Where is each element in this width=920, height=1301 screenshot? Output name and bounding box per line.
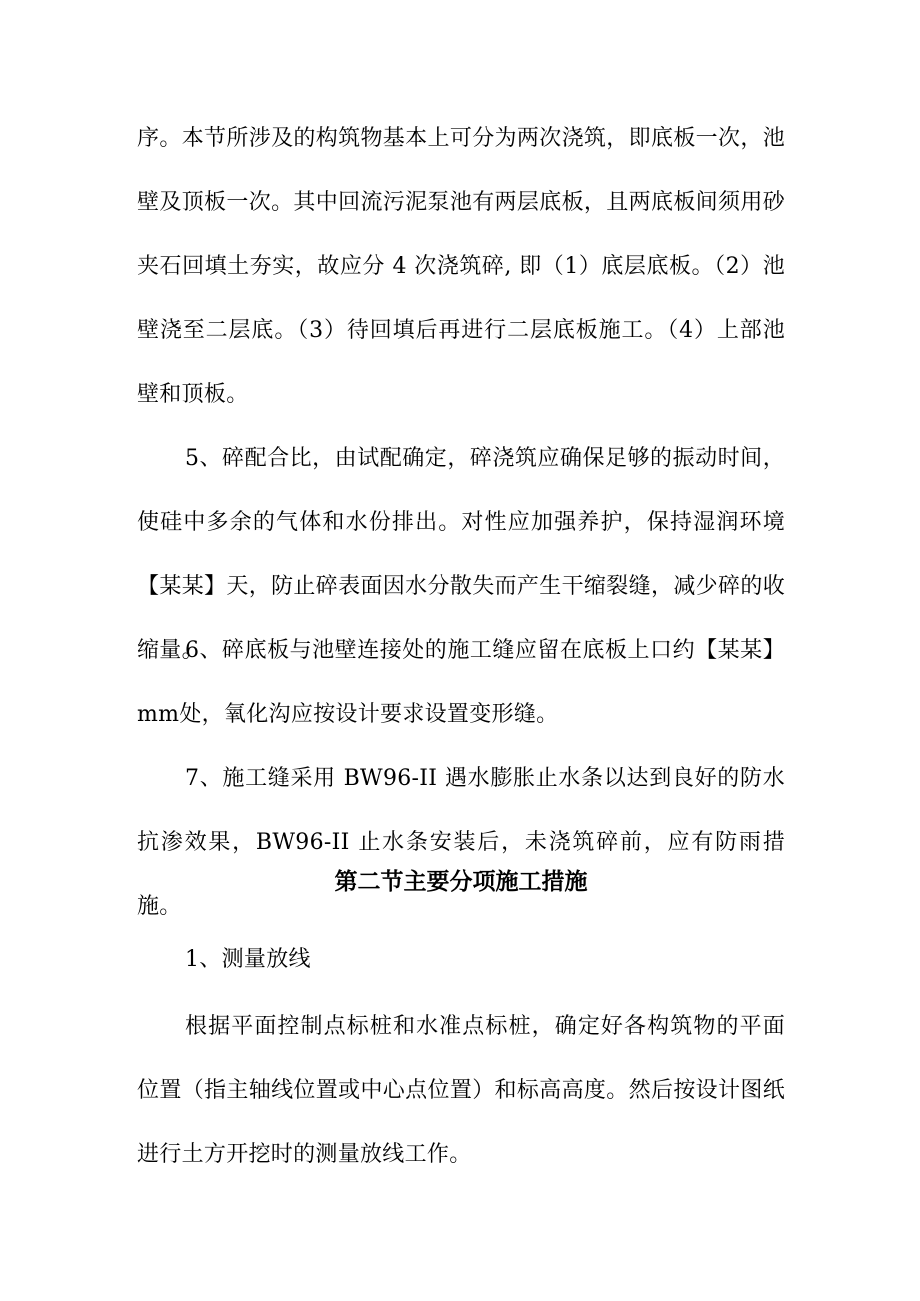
subsection-title: 1、测量放线 [185, 947, 311, 972]
paragraph-item-7: 7、施工缝采用 BW96-II 遇水膨胀止水条以达到良好的防水抗渗效果，BW96-II 止水条安装后，未浇筑碎前，应有防雨措施。 [137, 766, 785, 919]
paragraph-survey-layout: 根据平面控制点标桩和水准点标桩，确定好各构筑物的平面位置（指主轴线位置或中心点位置）和标高高度。然后按设计图纸进行土方开挖时的测量放线工作。 [137, 1014, 785, 1167]
section-heading: 第二节主要分项施工措施 [334, 869, 588, 895]
paragraph-item-6: 6、碎底板与池壁连接处的施工缝应留在底板上口约【某某】mm处，氧化沟应按设计要求设置变形缝。 [137, 638, 785, 727]
paragraph-item-5: 5、碎配合比，由试配确定，碎浇筑应确保足够的振动时间，使硅中多余的气体和水份排出。对性应加强养护，保持湿润环境【某某】天，防止碎表面因水分散失而产生干缩裂缝，减少碎的收缩量。 [137, 446, 785, 663]
paragraph-pouring-sequence: 序。本节所涉及的构筑物基本上可分为两次浇筑，即底板一次，池壁及顶板一次。其中回流污泥泵池有两层底板，且两底板间须用砂夹石回填土夯实，故应分 4 次浇筑碎, 即（1）底层底板。（2）池壁浇至二层底。（3）待回填后再进行二层底板施工。（4）上部池壁和顶板。 [137, 126, 785, 407]
